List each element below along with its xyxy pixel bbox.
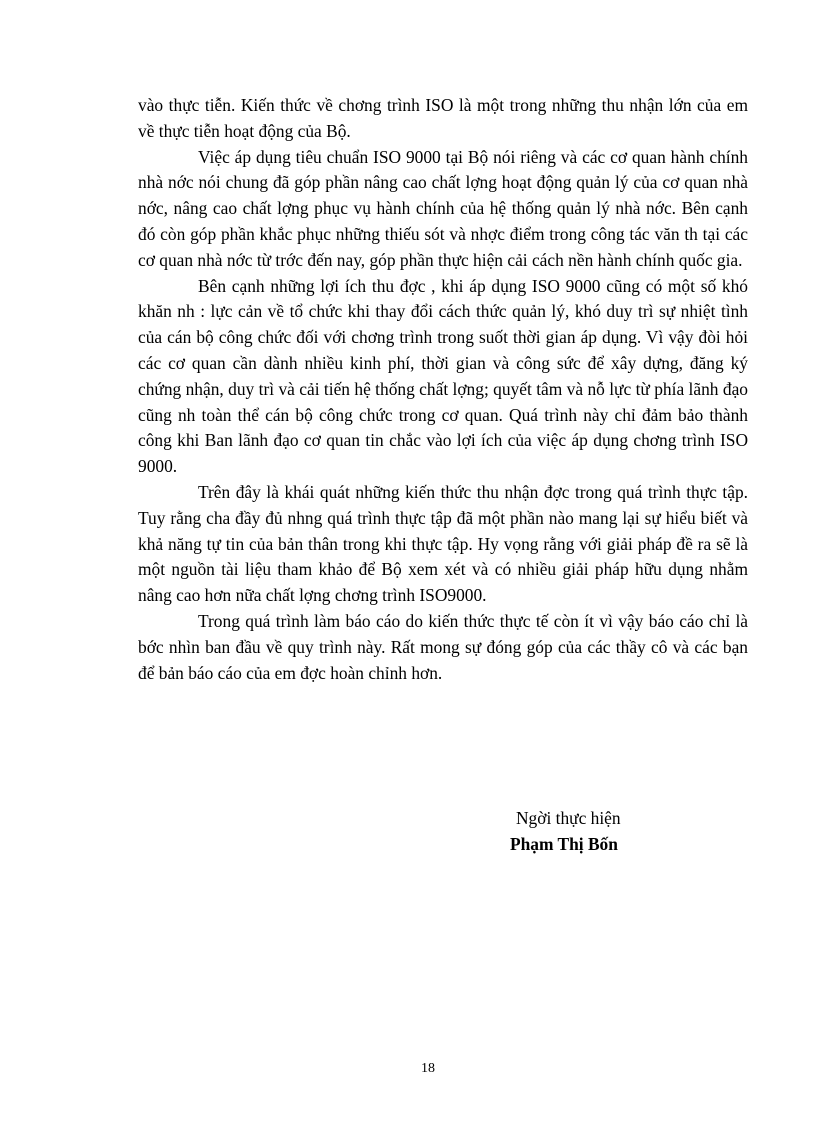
paragraph-closing: Trong quá trình làm báo cáo do kiến thức thực tế còn ít vì vậy báo cáo chỉ là bớc nhìn ban đầu về quy trình này. Rất mong sự đóng góp của các thầy cô và các bạn để bản báo cáo của em đợc hoàn chỉnh hơn. [138, 610, 748, 683]
paragraph-iso-benefits: Việc áp dụng tiêu chuẩn ISO 9000 tại Bộ nói riêng và các cơ quan hành chính nhà nớc nói chung đã góp phần nâng cao chất lợng hoạt động quản lý của cơ quan nhà nớc, nâng cao chất lợng phục vụ hành chính của hệ thống quản lý nhà nớc. Bên cạnh đó còn góp phần khắc phục những thiếu sót và nhợc điểm trong công tác văn th tại các cơ quan nhà nớc từ trớc đến nay, góp phần thực hiện cải cách nền hành chính quốc gia. [138, 146, 748, 270]
document-body [138, 93, 748, 686]
signature-block [510, 806, 750, 858]
page-number: 18 [421, 1061, 435, 1076]
paragraph-iso-difficulties: Bên cạnh những lợi ích thu đợc , khi áp dụng ISO 9000 cũng có một số khó khăn nh : lực cản về tổ chức khi thay đổi cách thức quản lý, khó duy trì sự nhiệt tình của cán bộ công chức đối với chơng trình trong suốt thời gian áp dụng. Vì vậy đòi hỏi các cơ quan cần dành nhiều kinh phí, thời gian và công sức để xây dựng, đăng ký chứng nhận, duy trì và cải tiến hệ thống chất lợng; quyết tâm và nỗ lực từ phía lãnh đạo cũng nh toàn thể cán bộ công chức trong cơ quan. Quá trình này chỉ đảm bảo thành công khi Ban lãnh đạo cơ quan tin chắc vào lợi ích của việc áp dụng chơng trình ISO 9000. [138, 275, 748, 477]
signature-name: Phạm Thị Bốn [510, 833, 618, 854]
signature-role: Ngời thực hiện [516, 808, 621, 828]
paragraph-internship-summary: Trên đây là khái quát những kiến thức thu nhận đợc trong quá trình thực tập. Tuy rằng cha đầy đủ nhng quá trình thực tập đã một phần nào mang lại sự hiểu biết và khả năng tự tin của bản thân trong khi thực tập. Hy vọng rằng với giải pháp đề ra sẽ là một nguồn tài liệu tham khảo để Bộ xem xét và có nhiều giải pháp hữu dụng nhằm nâng cao hơn nữa chất lợng chơng trình ISO9000. [138, 481, 748, 606]
paragraph-continuation: vào thực tiễn. Kiến thức về chơng trình ISO là một trong những thu nhận lớn của em về thực tiễn hoạt động của Bộ. [138, 95, 748, 141]
